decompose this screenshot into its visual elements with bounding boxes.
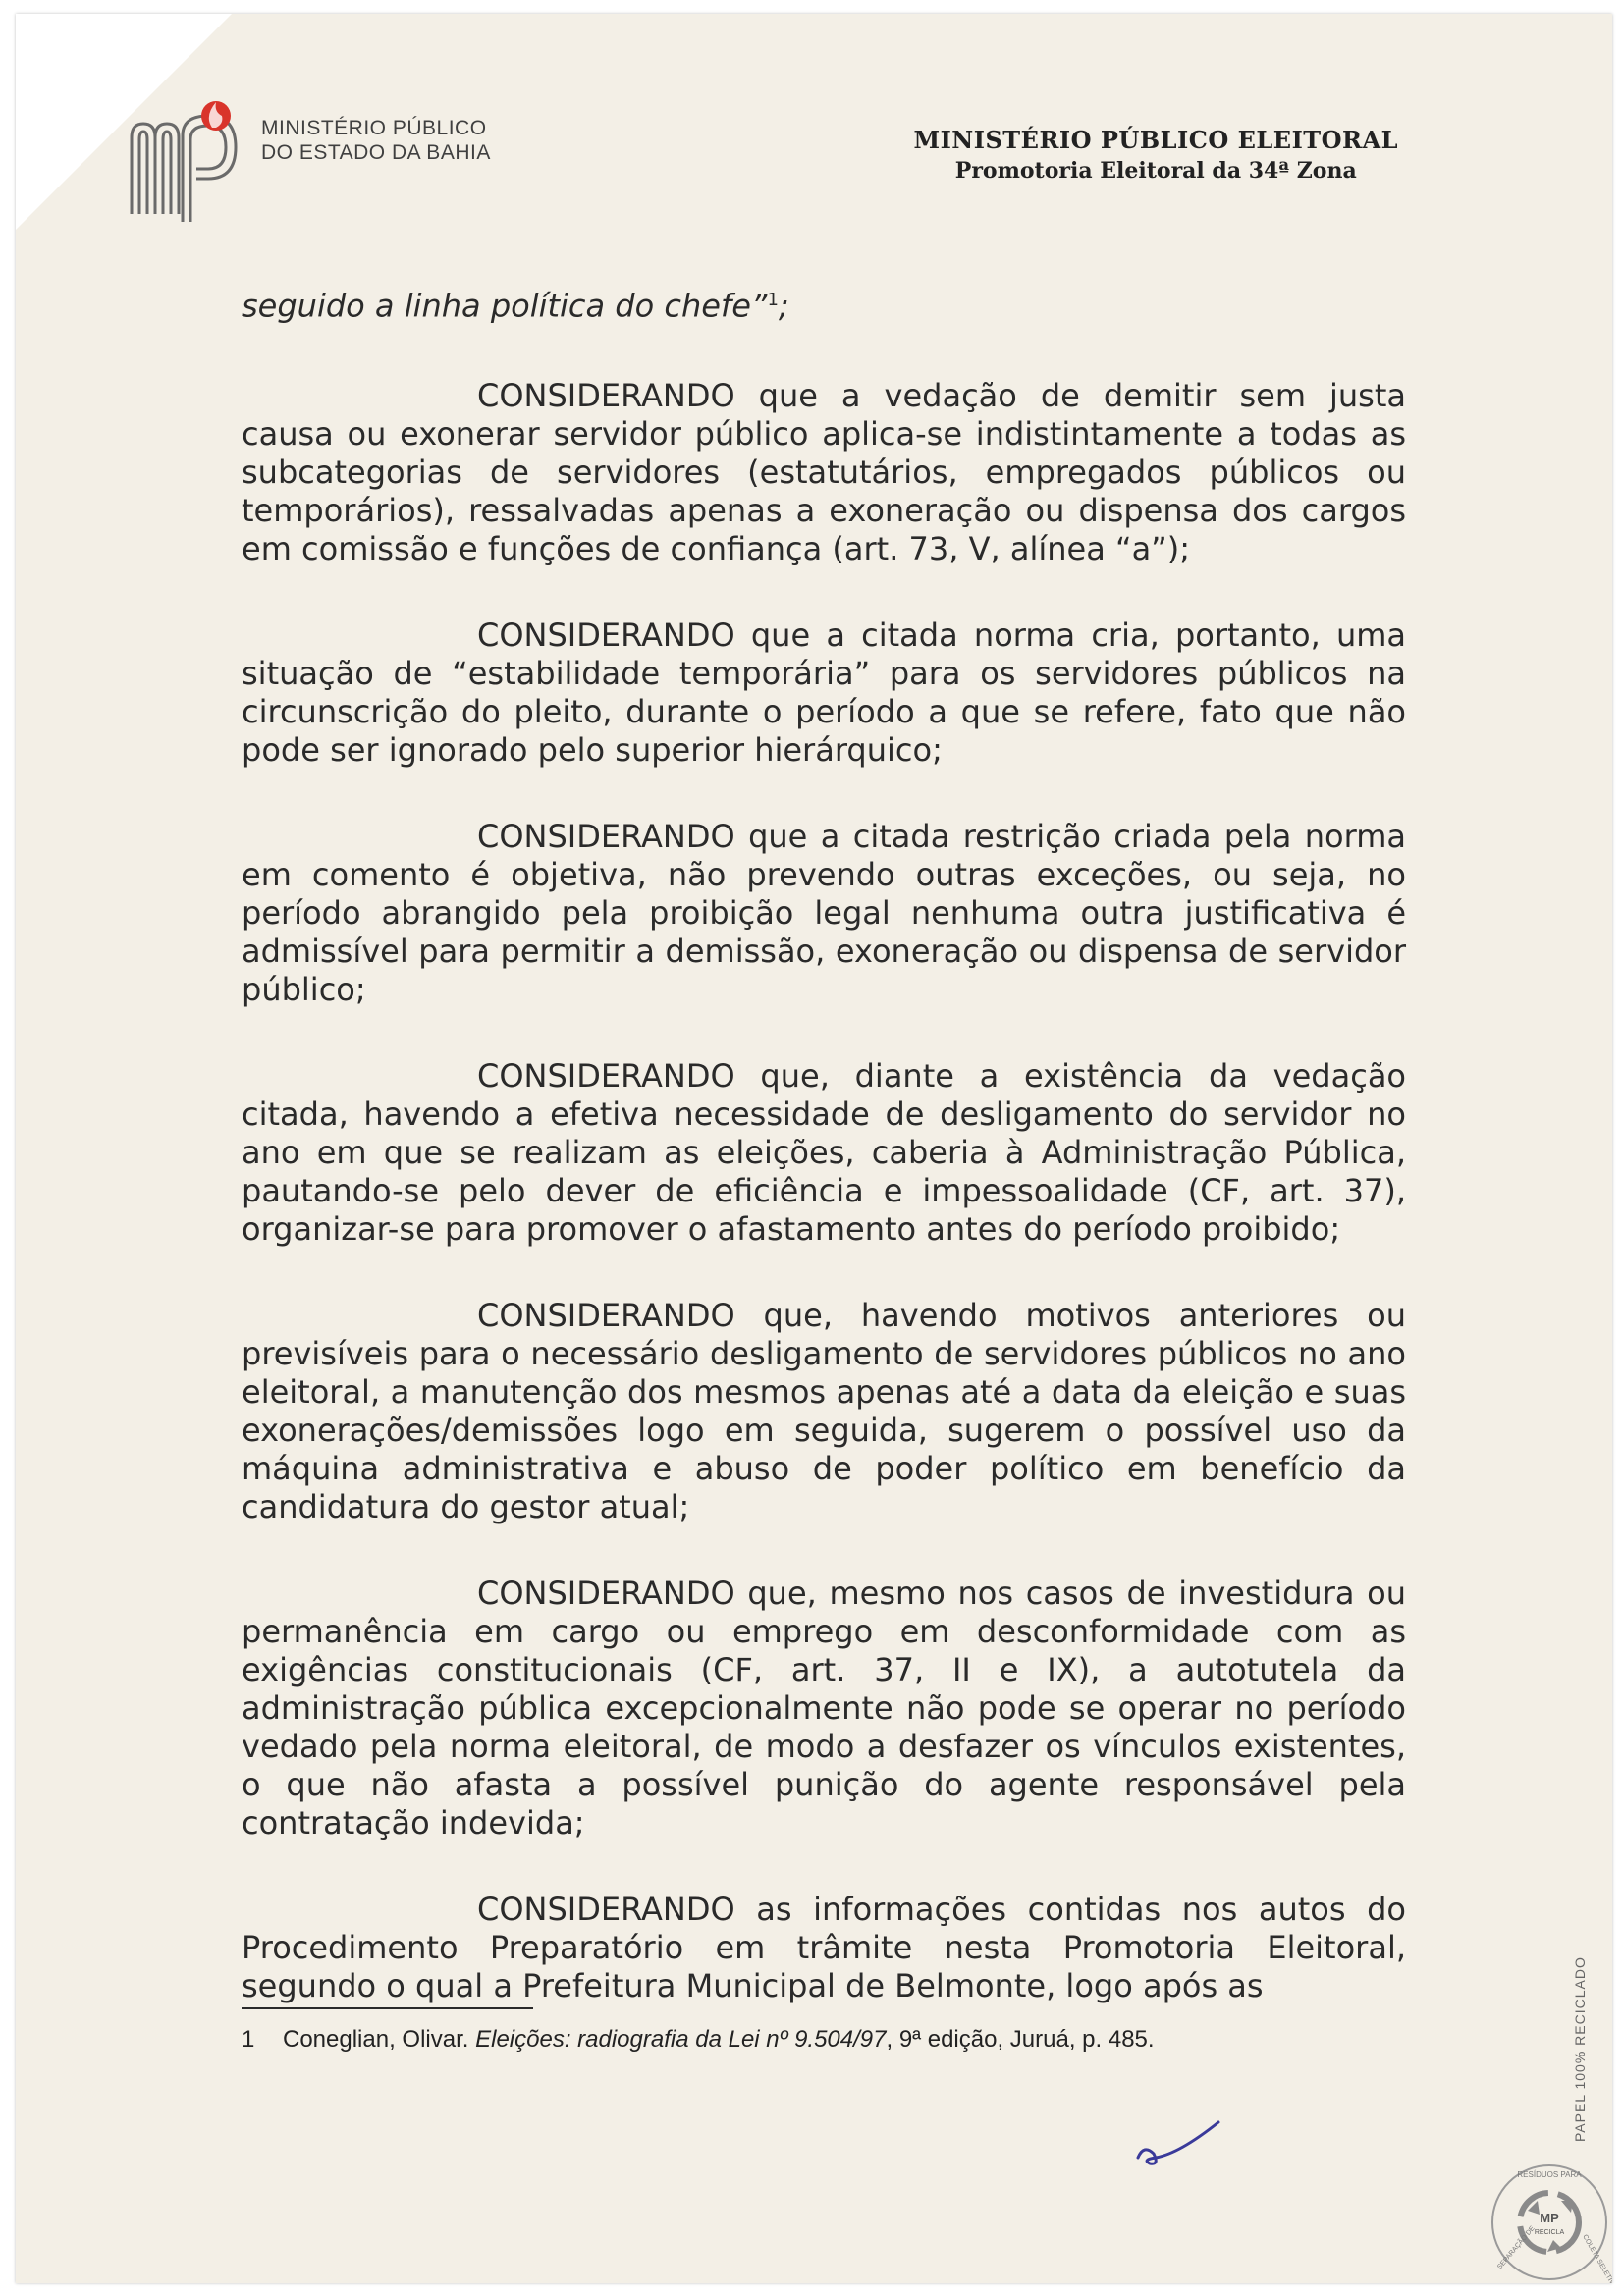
lead-text: seguido a linha política do chefe” <box>242 287 768 325</box>
recycle-arrow-icon <box>1561 2201 1573 2213</box>
institution-line-1: MINISTÉRIO PÚBLICO <box>261 117 487 139</box>
document-page <box>16 14 1618 2290</box>
seal-center-1: MP <box>1540 2211 1559 2225</box>
paragraph: CONSIDERANDO que a citada norma cria, portanto, uma situação de “estabilidade temporária” para os servidores públicos na circunscrição do pleito, durante o período a que se refere, fato que não pode ser ignorado pelo superior hierárquico; <box>242 615 1406 769</box>
document-body <box>242 281 1406 2005</box>
footnote-author: Coneglian, Olivar. <box>283 2026 476 2053</box>
seal-right-text: COLETA SELETIVA <box>1581 2233 1618 2290</box>
footnote-ref: 1 <box>767 290 779 310</box>
paragraph: CONSIDERANDO que, havendo motivos anteriores ou previsíveis para o necessário desligamento de servidores públicos no ano eleitoral, a manutenção dos mesmos apenas até a data da eleição e suas exonerações/demissões logo em seguida, sugerem o possível uso da máquina administrativa e abuso de poder político em benefício da candidatura do gestor atual; <box>242 1296 1406 1525</box>
recycled-paper-note: PAPEL 100% RECICLADO <box>1572 1956 1588 2142</box>
footnote-number: 1 <box>242 2026 255 2053</box>
footnote <box>242 2026 1155 2054</box>
paragraph: CONSIDERANDO que a vedação de demitir sem justa causa ou exonerar servidor público aplica-se indistintamente a todas as subcategorias de servidores (estatutários, empregados públicos ou temporários), ressalvadas apenas a exoneração ou dispensa dos cargos em comissão e funções de confiança (art. 73, V, alínea “a”); <box>242 376 1406 567</box>
paragraph: CONSIDERANDO que a citada restrição criada pela norma em comento é objetiva, não prevendo outras exceções, ou seja, no período abrangido pela proibição legal nenhuma outra justificativa é admissível para permitir a demissão, exoneração ou dispensa de servidor público; <box>242 817 1406 1008</box>
seal-top-text: RESÍDUOS PARA <box>1517 2170 1582 2179</box>
paragraph: CONSIDERANDO as informações contidas nos autos do Procedimento Preparatório em trâmite nesta Promotoria Eleitoral, segundo o qual a Prefeitura Municipal de Belmonte, logo após as <box>242 1890 1406 2004</box>
seal-center-2: RECICLA <box>1534 2229 1565 2236</box>
footnote-title: Eleições: radiografia da Lei nº 9.504/97 <box>475 2026 887 2053</box>
seal-left-text: SEPARAÇÃO DE <box>1496 2224 1537 2271</box>
footnote-rest: , 9ª edição, Juruá, p. 485. <box>886 2026 1155 2053</box>
institution-line-2: DO ESTADO DA BAHIA <box>261 141 491 164</box>
footnote-divider <box>242 2007 533 2009</box>
mp-logo <box>126 96 263 224</box>
institution-name <box>261 116 491 165</box>
letterhead-title: MINISTÉRIO PÚBLICO ELEITORAL <box>913 126 1398 154</box>
paragraph: CONSIDERANDO que, mesmo nos casos de investidura ou permanência em cargo ou emprego em desconformidade com as exigências constitucionais (CF, art. 37, II e IX), a autotutela da administração pública excepcionalmente não pode se operar no período vedado pela norma eleitoral, de modo a desfazer os vínculos existentes, o que não afasta a possível punição do agente responsável pela contratação indevida; <box>242 1574 1406 1842</box>
letterhead <box>914 126 1399 184</box>
recycle-seal <box>1481 2154 1618 2290</box>
handwritten-initial <box>1130 2114 1238 2183</box>
paragraph: CONSIDERANDO que, diante a existência da vedação citada, havendo a efetiva necessidade de desligamento do servidor no ano em que se realizam as eleições, caberia à Administração Pública, pautando-se pelo dever de eficiência e impessoalidade (CF, art. 37), organizar-se para promover o afastamento antes do período proibido; <box>242 1056 1406 1248</box>
letterhead-subtitle: Promotoria Eleitoral da 34ª Zona <box>954 158 1357 184</box>
lead-end: ; <box>778 287 789 325</box>
lead-line <box>242 281 1406 326</box>
